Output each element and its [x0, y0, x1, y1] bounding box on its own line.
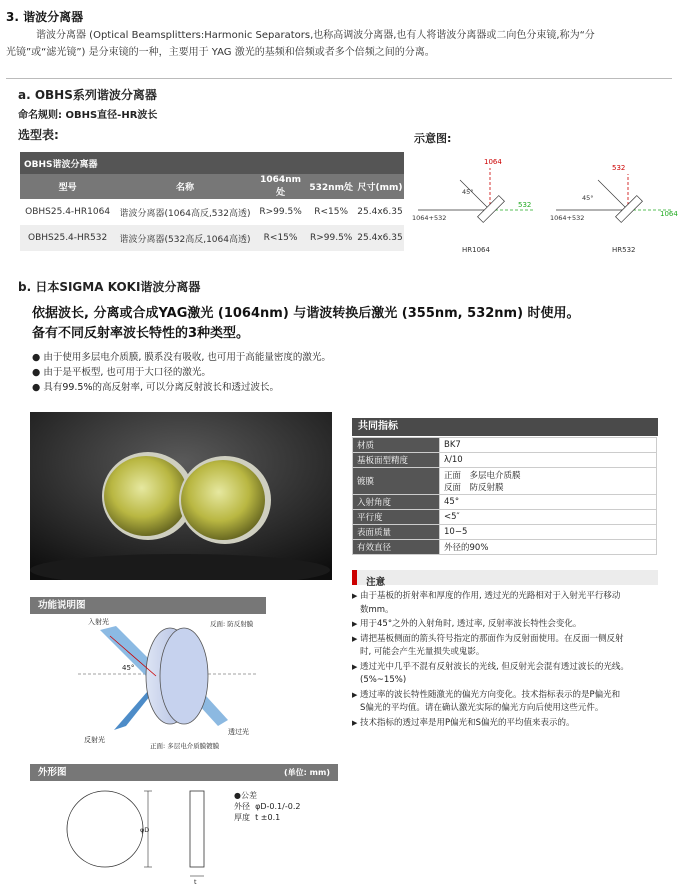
- cell: 25.4x6.35: [356, 225, 404, 251]
- spec-key: 材质: [353, 438, 440, 453]
- intro-line-2: 光镜”或“滤光镜”) 是分束镜的一种，主要用于 YAG 激光的基频和倍频或者多个倍频之间的分离。: [6, 47, 435, 58]
- schematic-hr1064: [410, 150, 540, 260]
- spec-value-line: <5″: [444, 512, 460, 522]
- note-item: [352, 717, 670, 731]
- schematic-hr532: [548, 150, 678, 260]
- note-line: 请把基板侧面的箭头符号指定的那面作为反射面使用。在反面一侧反射: [360, 633, 624, 644]
- outline-unit: (单位: mm): [284, 768, 330, 777]
- cell: OBHS25.4-HR532: [20, 225, 115, 251]
- note-line: 透过率的波长特性随激光的偏光方向变化。技术指标表示的是P偏光和: [360, 689, 621, 700]
- spec-row: [353, 453, 657, 468]
- spec-row: [353, 510, 657, 525]
- naming-rule: 命名规则: OBHS直径-HR波长: [18, 110, 158, 121]
- angle-label: 45°: [462, 188, 474, 196]
- selection-table: [20, 152, 404, 251]
- dimension-d: φD: [140, 826, 150, 834]
- note-line: (5%~15%): [360, 675, 407, 685]
- diagram-label: 示意图:: [414, 132, 452, 145]
- caption: HR1064: [462, 246, 490, 254]
- spec-value-line: 外径的90%: [444, 543, 489, 553]
- note-line: 技术指标的透过率是用P偏光和S偏光的平均值来表示的。: [360, 717, 575, 728]
- reflected-label: 反射光: [84, 736, 105, 744]
- part-b-title: b. 日本SIGMA KOKI谐波分离器: [18, 280, 201, 294]
- cell: R<15%: [306, 199, 356, 225]
- arrow-icon: ▶: [352, 662, 358, 671]
- note-line: 数mm。: [360, 604, 394, 615]
- spec-value-line: 正面 多层电介质膜: [444, 471, 521, 481]
- arrow-icon: ▶: [352, 690, 358, 699]
- list-item: ● 由于是平板型, 也可用于大口径的激光。: [32, 367, 211, 378]
- notes-marker: [352, 570, 357, 585]
- spec-value-line: 45°: [444, 497, 460, 507]
- spec-value-line: 10−5: [444, 527, 468, 537]
- table-row: [20, 225, 404, 251]
- function-title: 功能说明图: [30, 597, 266, 614]
- lead-line-1: 依据波长, 分离或合成YAG激光 (1064nm) 与谐波转换后激光 (355nm, 532nm) 时使用。: [32, 306, 580, 321]
- note-line: 由于基板的折射率和厚度的作用, 透过光的光路相对于入射光平行移动: [360, 591, 621, 601]
- reflect-label: 532: [612, 164, 626, 172]
- spec-value: [440, 438, 657, 453]
- input-label: 1064+532: [412, 214, 447, 222]
- spec-value-line: 反面 防反射膜: [444, 483, 504, 493]
- spec-value: [440, 540, 657, 555]
- spec-key: 基板面型精度: [353, 453, 440, 468]
- col-header: 1064nm处: [255, 174, 307, 199]
- notes-header: [352, 570, 658, 588]
- spec-value: [440, 525, 657, 540]
- spec-row: [353, 468, 657, 495]
- angle-label: 45°: [582, 194, 594, 202]
- note-line: 用于45°之外的入射角时, 透过率, 反射率波长特性会变化。: [360, 619, 582, 629]
- note-line: 时, 可能会产生光量损失或鬼影。: [360, 647, 485, 657]
- list-item: ● 具有99.5%的高反射率, 可以分离反射波长和透过波长。: [32, 382, 280, 393]
- spec-key: 平行度: [353, 510, 440, 525]
- spec-key: 镀膜: [353, 468, 440, 495]
- front-coating-label: 正面: 多层电介质膜镀膜: [150, 742, 220, 750]
- spec-key: 表面质量: [353, 525, 440, 540]
- spec-value: [440, 495, 657, 510]
- spec-key: 有效直径: [353, 540, 440, 555]
- arrow-icon: ▶: [352, 634, 358, 643]
- table-band: OBHS谐波分离器: [20, 152, 404, 174]
- transmit-label: 1064: [660, 210, 678, 218]
- feature-list: [32, 350, 632, 395]
- cell: R<15%: [255, 225, 307, 251]
- cell: R>99.5%: [306, 225, 356, 251]
- intro-line-1: 谐波分离器 (Optical Beamsplitters:Harmonic Separators,也称高调波分离器,也有人将谐波分离器或二向色分束镜,称为“分: [36, 30, 595, 41]
- spec-row: [353, 540, 657, 555]
- outline-drawing: [60, 786, 230, 886]
- incident-label: 入射光: [88, 618, 109, 626]
- note-line: S偏光的平均值。请在确认激光实际的偏光方向后使用这些元件。: [360, 703, 604, 713]
- note-item: [352, 633, 670, 660]
- angle-label: 45°: [122, 664, 135, 672]
- product-photo: [30, 412, 332, 580]
- note-item: [352, 689, 670, 716]
- cell: 25.4x6.35: [356, 199, 404, 225]
- divider: [6, 78, 672, 79]
- transmitted-label: 透过光: [228, 728, 249, 736]
- specs-table: [352, 437, 657, 555]
- col-header: 532nm处: [306, 174, 356, 199]
- arrow-icon: ▶: [352, 592, 358, 600]
- spec-value: [440, 510, 657, 525]
- notes-title: 注意: [366, 577, 386, 588]
- specs-title: 共同指标: [352, 418, 658, 436]
- transmit-label: 532: [518, 201, 532, 209]
- notes-list: [352, 590, 670, 731]
- note-item: [352, 590, 670, 617]
- back-coating-label: 反面: 防反射膜: [210, 620, 254, 628]
- col-header: 尺寸(mm): [356, 174, 404, 199]
- outline-title: 外形图: [38, 767, 67, 778]
- input-label: 1064+532: [550, 214, 585, 222]
- list-item: ● 由于使用多层电介质膜, 膜系没有吸收, 也可用于高能量密度的激光。: [32, 352, 331, 363]
- tolerance-title: ●公差: [234, 791, 257, 800]
- col-header: 名称: [115, 174, 255, 199]
- spec-row: [353, 525, 657, 540]
- cell: R>99.5%: [255, 199, 307, 225]
- selection-label: 选型表:: [18, 128, 59, 142]
- note-line: 透过光中几乎不混有反射波长的光线, 但反射光会混有透过波长的光线。: [360, 661, 629, 672]
- reflect-label: 1064: [484, 158, 502, 166]
- tolerance-od: 外径 φD-0.1/-0.2: [234, 802, 301, 811]
- outline-bar: [30, 764, 338, 781]
- spec-row: [353, 438, 657, 453]
- table-row: [20, 199, 404, 225]
- section-title: 3. 谐波分离器: [6, 10, 84, 24]
- col-header: 型号: [20, 174, 115, 199]
- cell: OBHS25.4-HR1064: [20, 199, 115, 225]
- spec-value: [440, 453, 657, 468]
- arrow-icon: ▶: [352, 620, 358, 628]
- tolerance-thickness: 厚度 t ±0.1: [234, 813, 281, 822]
- spec-value: [440, 468, 657, 495]
- arrow-icon: ▶: [352, 718, 358, 727]
- spec-row: [353, 495, 657, 510]
- note-item: [352, 661, 670, 688]
- spec-value-line: λ/10: [444, 455, 463, 465]
- cell: 谐波分离器(1064高反,532高透): [115, 199, 255, 225]
- part-a-title: a. OBHS系列谐波分离器: [18, 88, 157, 102]
- function-diagram: [58, 614, 268, 754]
- cell: 谐波分离器(532高反,1064高透): [115, 225, 255, 251]
- spec-key: 入射角度: [353, 495, 440, 510]
- note-item: [352, 618, 670, 632]
- caption: HR532: [612, 246, 636, 254]
- tolerance-block: [234, 790, 300, 823]
- dimension-t: t: [194, 878, 197, 886]
- lead-line-2: 备有不同反射率波长特性的3种类型。: [32, 326, 250, 341]
- spec-value-line: BK7: [444, 440, 461, 450]
